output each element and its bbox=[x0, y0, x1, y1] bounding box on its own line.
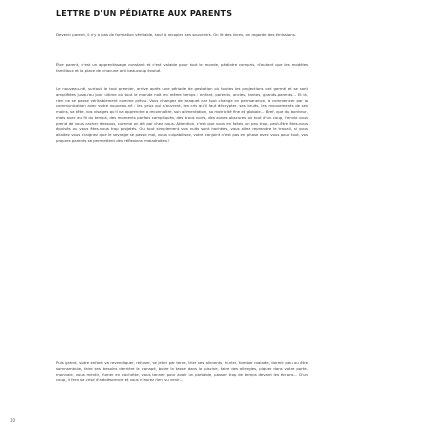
paragraph-text: Être parent, c'est un apprentissage constant et c'est valable pour tout le monde, pédiatre compris, d'autant que les modèles familiaux et la place de chacune ont beaucoup évolué. bbox=[56, 62, 308, 73]
page-title: LETTRE D'UN PÉDIATRE AUX PARENTS bbox=[56, 9, 233, 18]
paragraph-intro bbox=[56, 32, 308, 38]
paragraph-apprentissage bbox=[56, 62, 308, 74]
page-number: 10 bbox=[10, 418, 16, 423]
paragraph-grand-enfant bbox=[56, 360, 308, 383]
paragraph-text: Le nouveau-né, surtout le tout premier, arrive après une période de gestation où toutes les projections ont germé et se sont amplifiées jusqu'au jour ultime où tout le monde naît en même temps : enfant, parents, oncles, tantes, grands-parents… Et là, rien ne se passe véritablement comme prévu. Vous changez de braquet car tout change en permanence, à commencer par la communication avec votre nouveau-né : les yeux qui s'ouvrent, les cris qu'il faut décrypter, ses bruits, les mouvements de ses mains, sa tête, vos visages qu'il va apprendre à reconnaître, son alimentation, sa motricité fine et globale… Bref, que du bonheur, mais avec au fil du temps, des moments parfois compliqués, des trous noirs, des zones obscures où tout d'un coup, l'envie vous prend de vous cacher dessous, comme on dit par chez nous. Attention, c'est que vous en faites un peu trop, peut-être êtes-vous épuisés ou vous êtes-vous trop projetés. Ou tout simplement vos nuits sont hachées, vous allez reprendre le travail, si vous allaitez vous craignez que le sevrage se passe mal, vous culpabilisez, votre conjoint n'est pas en phase avec vous pour tout, vos propres parents se permettent des réflexions maladroites ! bbox=[56, 86, 308, 143]
paragraph-text: Devenir parent, il n'y a pas de formation véritable, sauf à recopier ses souvenirs. On lit des livres, on regarde des émissions. bbox=[56, 32, 296, 37]
paragraph-text: Puis grand, votre enfant va revendiquer, refuser, se jeter par terre, trier ses aliments, hurler, tomber malade, dormir peu ou être somnambule, faire ses besoins derrière le canapé, boire la tasse dans la piscine, faire des allergies, piquer dans votre porte-monnaie, vous mentir, fumer en cachette, vous tanner pour avoir un portable, passer trop de temps devant les écrans… D'un coup, il fera sa crise d'adolescence et vous n'aurez rien vu venir… bbox=[56, 360, 308, 383]
paragraph-nouveau-ne bbox=[56, 86, 308, 144]
